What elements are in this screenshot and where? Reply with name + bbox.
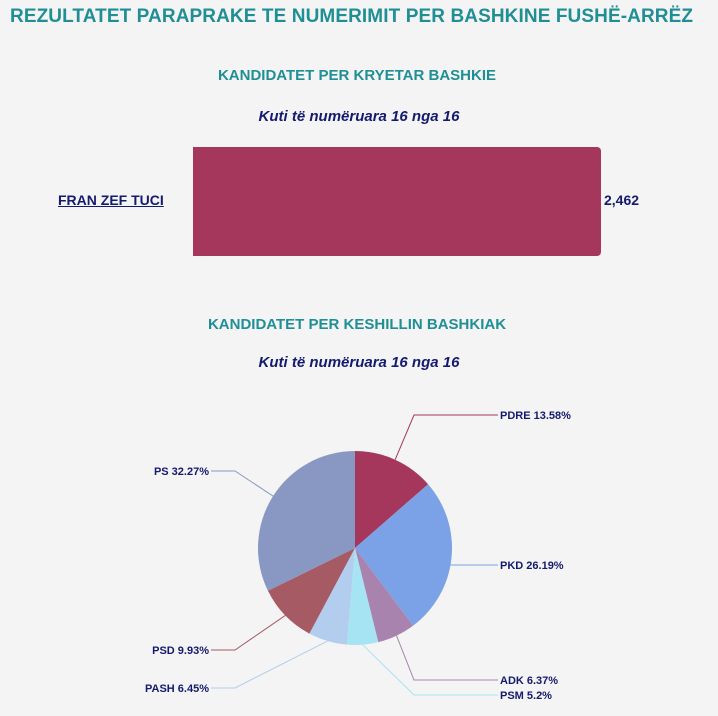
pie-label-ps: PS 32.27% (153, 466, 209, 478)
council-section-subtitle: Kuti të numëruara 16 nga 16 (258, 354, 460, 371)
mayor-candidate-value: 2,462 (604, 192, 640, 208)
pie-label-pash: PASH 6.45% (145, 683, 209, 695)
council-section-title: KANDIDATET PER KESHILLIN BASHKIAK (207, 316, 507, 333)
mayor-section-subtitle: Kuti të numëruara 16 nga 16 (258, 108, 460, 125)
pie-leader-line-psd (211, 615, 285, 650)
mayor-candidate-link[interactable]: FRAN ZEF TUCI (58, 192, 164, 208)
mayor-section-title: KANDIDATET PER KRYETAR BASHKIE (217, 67, 497, 84)
pie-leader-line-pash (211, 641, 328, 688)
pie-label-psd: PSD 9.93% (152, 645, 209, 657)
pie-leader-line-adk (397, 636, 498, 680)
pie-label-adk: ADK 6.37% (500, 675, 559, 687)
pie-leader-line-pdre (395, 415, 498, 460)
pie-label-pdre: PDRE 13.58% (500, 410, 571, 422)
pie-leader-line-psm (363, 645, 498, 695)
pie-label-psm: PSM 5.2% (500, 690, 552, 702)
pie-label-pkd: PKD 26.19% (500, 560, 564, 572)
page-title: REZULTATET PARAPRAKE TE NUMERIMIT PER BASHKINE FUSHË-ARRËZ (10, 6, 694, 27)
